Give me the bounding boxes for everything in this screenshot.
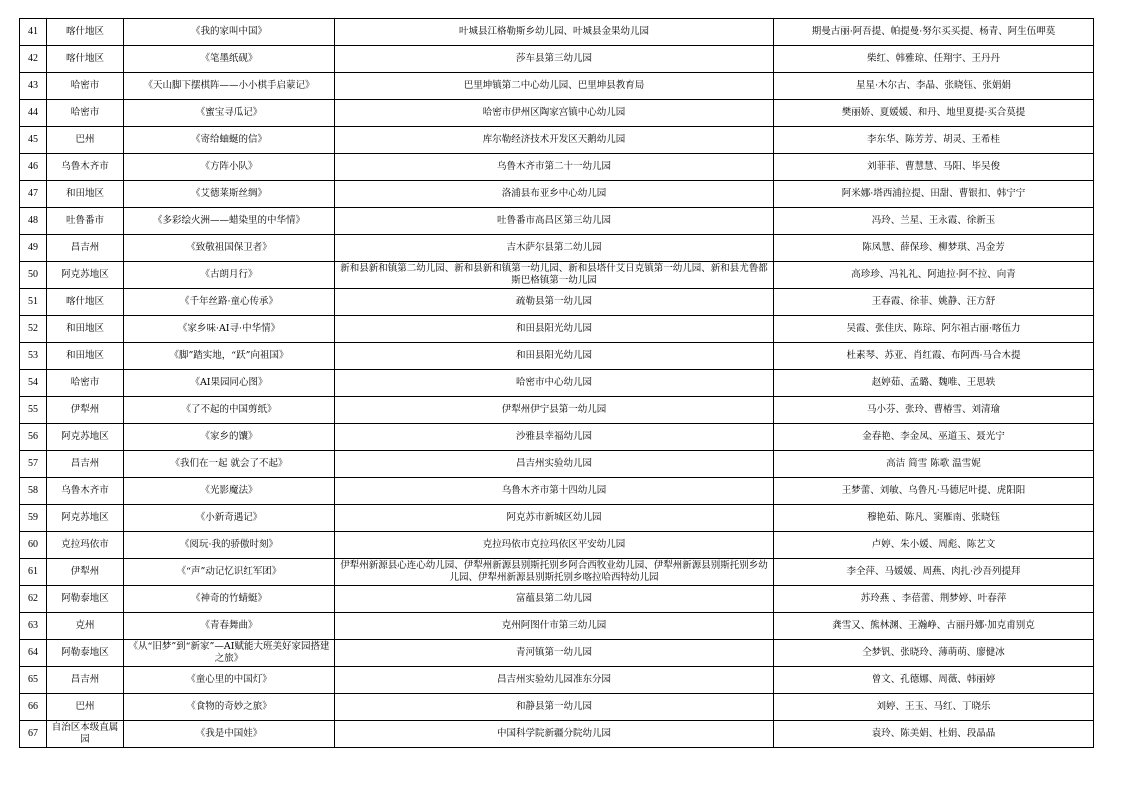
table-row [20, 613, 1094, 640]
table-row [20, 640, 1094, 667]
table-row [20, 46, 1094, 73]
work-title-cell: 《“声”动记忆识红军团》 [124, 559, 335, 586]
work-title-cell: 《致敬祖国保卫者》 [124, 235, 335, 262]
row-number-cell: 47 [20, 181, 47, 208]
authors-cell: 杜素琴、苏亚、肖红霞、布阿西·马合木提 [774, 343, 1094, 370]
region-cell: 哈密市 [47, 100, 124, 127]
work-title-cell: 《天山脚下摆棋阵——小小棋手启蒙记》 [124, 73, 335, 100]
kindergarten-cell: 沙雅县幸福幼儿园 [335, 424, 774, 451]
row-number-cell: 55 [20, 397, 47, 424]
table-row [20, 370, 1094, 397]
row-number-cell: 50 [20, 262, 47, 289]
row-number-cell: 46 [20, 154, 47, 181]
table-body [20, 19, 1094, 748]
table-row [20, 73, 1094, 100]
row-number-cell: 43 [20, 73, 47, 100]
region-cell: 和田地区 [47, 343, 124, 370]
region-cell: 巴州 [47, 694, 124, 721]
kindergarten-cell: 新和县新和镇第二幼儿园、新和县新和镇第一幼儿园、新和县塔什艾日克镇第一幼儿园、新和县尤鲁都斯巴格镇第一幼儿园 [335, 262, 774, 289]
kindergarten-cell: 昌吉州实验幼儿园 [335, 451, 774, 478]
region-cell: 昌吉州 [47, 667, 124, 694]
region-cell: 阿克苏地区 [47, 424, 124, 451]
row-number-cell: 54 [20, 370, 47, 397]
row-number-cell: 44 [20, 100, 47, 127]
work-title-cell: 《小新奇遇记》 [124, 505, 335, 532]
row-number-cell: 49 [20, 235, 47, 262]
row-number-cell: 48 [20, 208, 47, 235]
table-row [20, 154, 1094, 181]
authors-cell: 王春霞、徐菲、姚静、汪方舒 [774, 289, 1094, 316]
authors-cell: 樊丽娇、夏媛媛、和丹、地里夏提·买合莫提 [774, 100, 1094, 127]
region-cell: 哈密市 [47, 370, 124, 397]
region-cell: 乌鲁木齐市 [47, 478, 124, 505]
region-cell: 克州 [47, 613, 124, 640]
table-row [20, 586, 1094, 613]
row-number-cell: 53 [20, 343, 47, 370]
authors-cell: 高洁 简雪 陈歌 温雪妮 [774, 451, 1094, 478]
table-row [20, 181, 1094, 208]
kindergarten-cell: 库尔勒经济技术开发区天鹅幼儿园 [335, 127, 774, 154]
work-title-cell: 《我是中国娃》 [124, 721, 335, 748]
work-title-cell: 《家乡味·AI寻·中华情》 [124, 316, 335, 343]
work-title-cell: 《千年丝路·童心传承》 [124, 289, 335, 316]
row-number-cell: 51 [20, 289, 47, 316]
authors-cell: 仝梦钒、张晓玲、薄萌萌、廖健冰 [774, 640, 1094, 667]
authors-cell: 卢婷、朱小媛、周彪、陈艺文 [774, 532, 1094, 559]
table-row [20, 505, 1094, 532]
kindergarten-cell: 富蕴县第二幼儿园 [335, 586, 774, 613]
authors-cell: 期曼古丽·阿吾提、帕提曼·努尔买买提、杨青、阿生伍呷莫 [774, 19, 1094, 46]
table-row [20, 127, 1094, 154]
region-cell: 阿勒泰地区 [47, 586, 124, 613]
authors-cell: 星星·木尔古、李晶、张晓钰、张娟娟 [774, 73, 1094, 100]
work-title-cell: 《AI果园同心图》 [124, 370, 335, 397]
authors-cell: 柴红、韩雅琼、任翔宇、王丹丹 [774, 46, 1094, 73]
work-title-cell: 《神奇的竹蜻蜓》 [124, 586, 335, 613]
kindergarten-cell: 克州阿图什市第三幼儿园 [335, 613, 774, 640]
kindergarten-cell: 青河镇第一幼儿园 [335, 640, 774, 667]
region-cell: 和田地区 [47, 316, 124, 343]
region-cell: 伊犁州 [47, 559, 124, 586]
row-number-cell: 63 [20, 613, 47, 640]
region-cell: 阿勒泰地区 [47, 640, 124, 667]
table-row [20, 235, 1094, 262]
region-cell: 昌吉州 [47, 235, 124, 262]
kindergarten-cell: 巴里坤镇第二中心幼儿园、巴里坤县教育局 [335, 73, 774, 100]
table-row [20, 316, 1094, 343]
table-row [20, 208, 1094, 235]
region-cell: 吐鲁番市 [47, 208, 124, 235]
authors-cell: 吴霞、张佳庆、陈琮、阿尔祖古丽·喀伍力 [774, 316, 1094, 343]
authors-cell: 王梦蕾、刘敏、乌鲁凡·马德尼叶提、虎阳阳 [774, 478, 1094, 505]
row-number-cell: 41 [20, 19, 47, 46]
kindergarten-cell: 洛浦县布亚乡中心幼儿园 [335, 181, 774, 208]
authors-cell: 袁玲、陈美娟、杜娟、段晶晶 [774, 721, 1094, 748]
table-row [20, 667, 1094, 694]
region-cell: 喀什地区 [47, 46, 124, 73]
authors-cell: 刘菲菲、曹慧慧、马阳、毕吴俊 [774, 154, 1094, 181]
row-number-cell: 62 [20, 586, 47, 613]
row-number-cell: 58 [20, 478, 47, 505]
table-row [20, 262, 1094, 289]
work-title-cell: 《笔墨纸砚》 [124, 46, 335, 73]
work-title-cell: 《童心里的中国灯》 [124, 667, 335, 694]
authors-cell: 苏玲燕 、李蓓蕾、荆梦婷、叶春萍 [774, 586, 1094, 613]
row-number-cell: 56 [20, 424, 47, 451]
authors-cell: 穆艳茹、陈凡、窦雁南、张晓钰 [774, 505, 1094, 532]
authors-cell: 刘婷、王玉、马红、丁晓乐 [774, 694, 1094, 721]
region-cell: 喀什地区 [47, 19, 124, 46]
kindergarten-cell: 昌吉州实验幼儿园准东分园 [335, 667, 774, 694]
authors-cell: 龚雪又、熊林渊、王瀚峥、古丽丹娜·加克甫别克 [774, 613, 1094, 640]
kindergarten-cell: 克拉玛依市克拉玛依区平安幼儿园 [335, 532, 774, 559]
work-title-cell: 《了不起的中国剪纸》 [124, 397, 335, 424]
table-row [20, 289, 1094, 316]
work-title-cell: 《家乡的馕》 [124, 424, 335, 451]
row-number-cell: 59 [20, 505, 47, 532]
region-cell: 伊犁州 [47, 397, 124, 424]
authors-cell: 冯玲、兰星、王永霞、徐新玉 [774, 208, 1094, 235]
work-title-cell: 《青春舞曲》 [124, 613, 335, 640]
work-title-cell: 《我们在一起 就会了不起》 [124, 451, 335, 478]
row-number-cell: 45 [20, 127, 47, 154]
region-cell: 克拉玛依市 [47, 532, 124, 559]
work-title-cell: 《从“旧梦”到“新家”—AI赋能大班美好家园搭建之旅》 [124, 640, 335, 667]
row-number-cell: 67 [20, 721, 47, 748]
authors-cell: 李东华、陈芳芳、胡灵、王希桂 [774, 127, 1094, 154]
kindergarten-cell: 吉木萨尔县第二幼儿园 [335, 235, 774, 262]
region-cell: 乌鲁木齐市 [47, 154, 124, 181]
kindergarten-cell: 伊犁州伊宁县第一幼儿园 [335, 397, 774, 424]
work-title-cell: 《多彩绘火洲——蜡染里的中华情》 [124, 208, 335, 235]
kindergarten-cell: 中国科学院新疆分院幼儿园 [335, 721, 774, 748]
region-cell: 和田地区 [47, 181, 124, 208]
authors-cell: 高珍珍、冯礼礼、阿迪拉·阿不拉、向青 [774, 262, 1094, 289]
work-title-cell: 《食物的奇妙之旅》 [124, 694, 335, 721]
table-row [20, 451, 1094, 478]
table-row [20, 559, 1094, 586]
region-cell: 阿克苏地区 [47, 262, 124, 289]
table-row [20, 19, 1094, 46]
kindergarten-cell: 疏勒县第一幼儿园 [335, 289, 774, 316]
awards-table [19, 18, 1094, 748]
authors-cell: 李全萍、马媛媛、周燕、肉扎·沙吾列提拜 [774, 559, 1094, 586]
work-title-cell: 《蜜宝寻瓜记》 [124, 100, 335, 127]
row-number-cell: 65 [20, 667, 47, 694]
region-cell: 昌吉州 [47, 451, 124, 478]
work-title-cell: 《我的家叫中国》 [124, 19, 335, 46]
region-cell: 阿克苏地区 [47, 505, 124, 532]
kindergarten-cell: 和静县第一幼儿园 [335, 694, 774, 721]
work-title-cell: 《阅玩·我的骄傲时刻》 [124, 532, 335, 559]
authors-cell: 陈凤慧、薛保珍、柳梦琪、冯金芳 [774, 235, 1094, 262]
kindergarten-cell: 莎车县第三幼儿园 [335, 46, 774, 73]
kindergarten-cell: 吐鲁番市高昌区第三幼儿园 [335, 208, 774, 235]
row-number-cell: 64 [20, 640, 47, 667]
region-cell: 喀什地区 [47, 289, 124, 316]
kindergarten-cell: 和田县阳光幼儿园 [335, 316, 774, 343]
table-row [20, 100, 1094, 127]
kindergarten-cell: 乌鲁木齐市第二十一幼儿园 [335, 154, 774, 181]
row-number-cell: 60 [20, 532, 47, 559]
table-row [20, 397, 1094, 424]
kindergarten-cell: 哈密市伊州区陶家宫镇中心幼儿园 [335, 100, 774, 127]
authors-cell: 曾文、孔德娜、周薇、韩丽婷 [774, 667, 1094, 694]
work-title-cell: 《寄给蚰蜒的信》 [124, 127, 335, 154]
row-number-cell: 42 [20, 46, 47, 73]
authors-cell: 阿米娜·塔西浦拉提、田甜、曹银扣、韩宁宁 [774, 181, 1094, 208]
kindergarten-cell: 乌鲁木齐市第十四幼儿园 [335, 478, 774, 505]
region-cell: 自治区本级直属园 [47, 721, 124, 748]
row-number-cell: 61 [20, 559, 47, 586]
authors-cell: 马小芬、张玲、曹椿雪、刘清瑜 [774, 397, 1094, 424]
table-row [20, 532, 1094, 559]
region-cell: 巴州 [47, 127, 124, 154]
table-row [20, 694, 1094, 721]
region-cell: 哈密市 [47, 73, 124, 100]
work-title-cell: 《脚”踏实地，“跃”向祖国》 [124, 343, 335, 370]
kindergarten-cell: 叶城县江格勒斯乡幼儿园、叶城县金果幼儿园 [335, 19, 774, 46]
work-title-cell: 《方阵小队》 [124, 154, 335, 181]
kindergarten-cell: 和田县阳光幼儿园 [335, 343, 774, 370]
kindergarten-cell: 伊犁州新源县心连心幼儿园、伊犁州新源县别斯托别乡阿合西牧业幼儿园、伊犁州新源县别斯托别乡幼儿园、伊犁州新源县别斯托别乡喀拉哈西特幼儿园 [335, 559, 774, 586]
table-row [20, 478, 1094, 505]
work-title-cell: 《古朗月行》 [124, 262, 335, 289]
work-title-cell: 《光影魔法》 [124, 478, 335, 505]
table-row [20, 343, 1094, 370]
kindergarten-cell: 阿克苏市新城区幼儿园 [335, 505, 774, 532]
table-row [20, 424, 1094, 451]
row-number-cell: 57 [20, 451, 47, 478]
row-number-cell: 66 [20, 694, 47, 721]
kindergarten-cell: 哈密市中心幼儿园 [335, 370, 774, 397]
work-title-cell: 《艾德莱斯丝绸》 [124, 181, 335, 208]
authors-cell: 金春艳、李金凤、巫道玉、聂光宁 [774, 424, 1094, 451]
row-number-cell: 52 [20, 316, 47, 343]
table-row [20, 721, 1094, 748]
authors-cell: 赵婷茹、孟璐、魏唯、王思轶 [774, 370, 1094, 397]
